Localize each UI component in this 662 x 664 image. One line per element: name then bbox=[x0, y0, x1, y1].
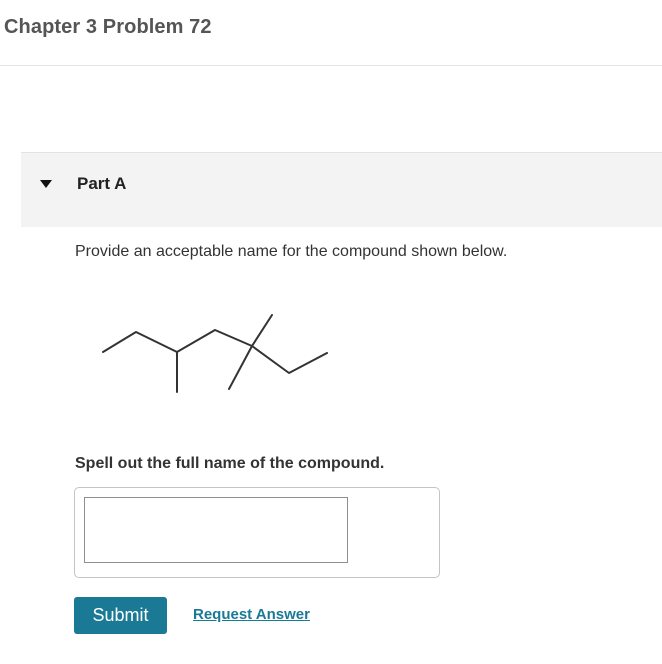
instruction-text: Spell out the full name of the compound. bbox=[75, 455, 385, 472]
part-label: Part A bbox=[77, 174, 127, 193]
answer-container bbox=[74, 487, 440, 578]
methyl-branch-bond bbox=[229, 346, 252, 389]
carbon-chain-bond bbox=[103, 330, 327, 373]
submit-button[interactable]: Submit bbox=[74, 597, 167, 634]
caret-down-icon[interactable] bbox=[40, 180, 52, 188]
request-answer-link[interactable]: Request Answer bbox=[193, 606, 310, 623]
question-prompt: Provide an acceptable name for the compound shown below. bbox=[75, 243, 508, 260]
title-divider bbox=[0, 65, 662, 66]
part-a-header[interactable] bbox=[21, 152, 662, 227]
page-title: Chapter 3 Problem 72 bbox=[4, 16, 212, 38]
methyl-branch-bond bbox=[252, 315, 272, 346]
skeletal-structure-figure bbox=[95, 308, 335, 403]
compound-name-input[interactable] bbox=[84, 497, 348, 563]
